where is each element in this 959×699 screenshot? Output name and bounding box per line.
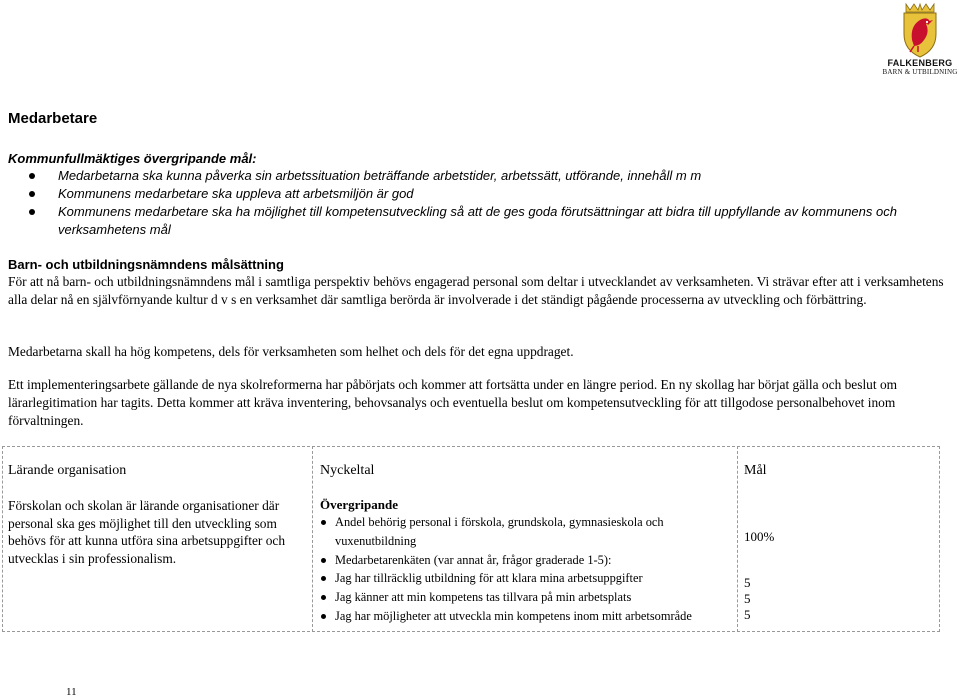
falkenberg-logo — [882, 2, 958, 80]
list-item: Medarbetarenkäten (var annat år, frågor graderade 1-5): — [318, 551, 728, 570]
kpi-heading: Övergripande — [320, 497, 398, 512]
bullet-icon — [321, 558, 326, 563]
paragraph: Medarbetarna skall ha hög kompetens, dels för verksamheten som helhet och dels för det egna uppdraget. — [8, 344, 574, 359]
list-item: Jag har möjligheter att utveckla min kompetens inom mitt arbetsområde — [318, 607, 728, 626]
table-header-learning-org: Lärande organisation — [8, 463, 127, 478]
page-number: 11 — [66, 686, 77, 698]
bullet-icon — [321, 595, 326, 600]
table-header-key-figures: Nyckeltal — [320, 463, 375, 478]
bullet-icon — [29, 191, 35, 197]
list-item: Jag har tillräcklig utbildning för att klara mina arbetsuppgifter — [318, 569, 728, 588]
list-item: Jag känner att min kompetens tas tillvara på min arbetsplats — [318, 588, 728, 607]
list-item: Andel behörig personal i förskola, grundskola, gymnasieskola och vuxenutbildning — [318, 513, 728, 551]
paragraph: Ett implementeringsarbete gällande de nya skolreformerna har påbörjats och kommer att fortsätta under en längre period. En ny skollag har börjat gälla och beslut om lärarlegitimation har tagits. Detta kommer att kräva inventering, behovsanalys och eventuella beslut om kompetensutveckling för att tillgodose personalbehovet inom förvaltningen. — [8, 377, 898, 428]
bullet-icon — [321, 614, 326, 619]
table-lead-text: Förskolan och skolan är lärande organisationer där personal ska ges möjlighet till den utveckling som behövs för att kunna utföra sina arbetsuppgifter och utvecklas i sin professionalism. — [8, 498, 286, 566]
list-item: Medarbetarna ska kunna påverka sin arbetssituation beträffande arbetstider, arbetssätt, utförande, innehåll m m — [8, 167, 948, 185]
bullet-icon — [29, 209, 35, 215]
list-item: Kommunens medarbetare ska uppleva att arbetsmiljön är god — [8, 185, 948, 203]
target-value: 5 — [744, 575, 751, 590]
coat-of-arms-icon — [900, 2, 940, 58]
paragraph: För att nå barn- och utbildningsnämndens mål i samtliga perspektiv behövs engagerad personal som deltar i utvecklandet av verksamheten. Vi strävar efter att i verksamhetens alla delar nå en självförnyande kultur d v s en verksamhet där samtliga berörda är involverade i det ständigt pågående processerna av utveckling och förbättring. — [8, 274, 944, 307]
table-divider — [737, 446, 738, 632]
kpi-list — [318, 513, 728, 626]
municipal-goals-heading: Kommunfullmäktiges övergripande mål: — [8, 151, 257, 166]
bullet-icon — [29, 173, 35, 179]
municipal-goals-list — [8, 167, 948, 239]
logo-subtitle: BARN & UTBILDNING — [882, 68, 958, 76]
logo-name: FALKENBERG — [887, 58, 953, 68]
target-value: 5 — [744, 591, 751, 606]
table-divider — [312, 446, 313, 632]
bullet-icon — [321, 520, 326, 525]
page-title: Medarbetare — [8, 110, 98, 127]
board-goal-heading: Barn- och utbildningsnämndens målsättning — [8, 257, 284, 272]
target-value: 5 — [744, 607, 751, 622]
list-item: Kommunens medarbetare ska ha möjlighet till kompetensutveckling så att de ges goda förutsättningar att bidra till uppfyllande av kommunens och verksamhetens mål — [8, 203, 948, 239]
bullet-icon — [321, 576, 326, 581]
target-value: 100% — [744, 529, 775, 544]
table-header-target: Mål — [744, 463, 767, 478]
